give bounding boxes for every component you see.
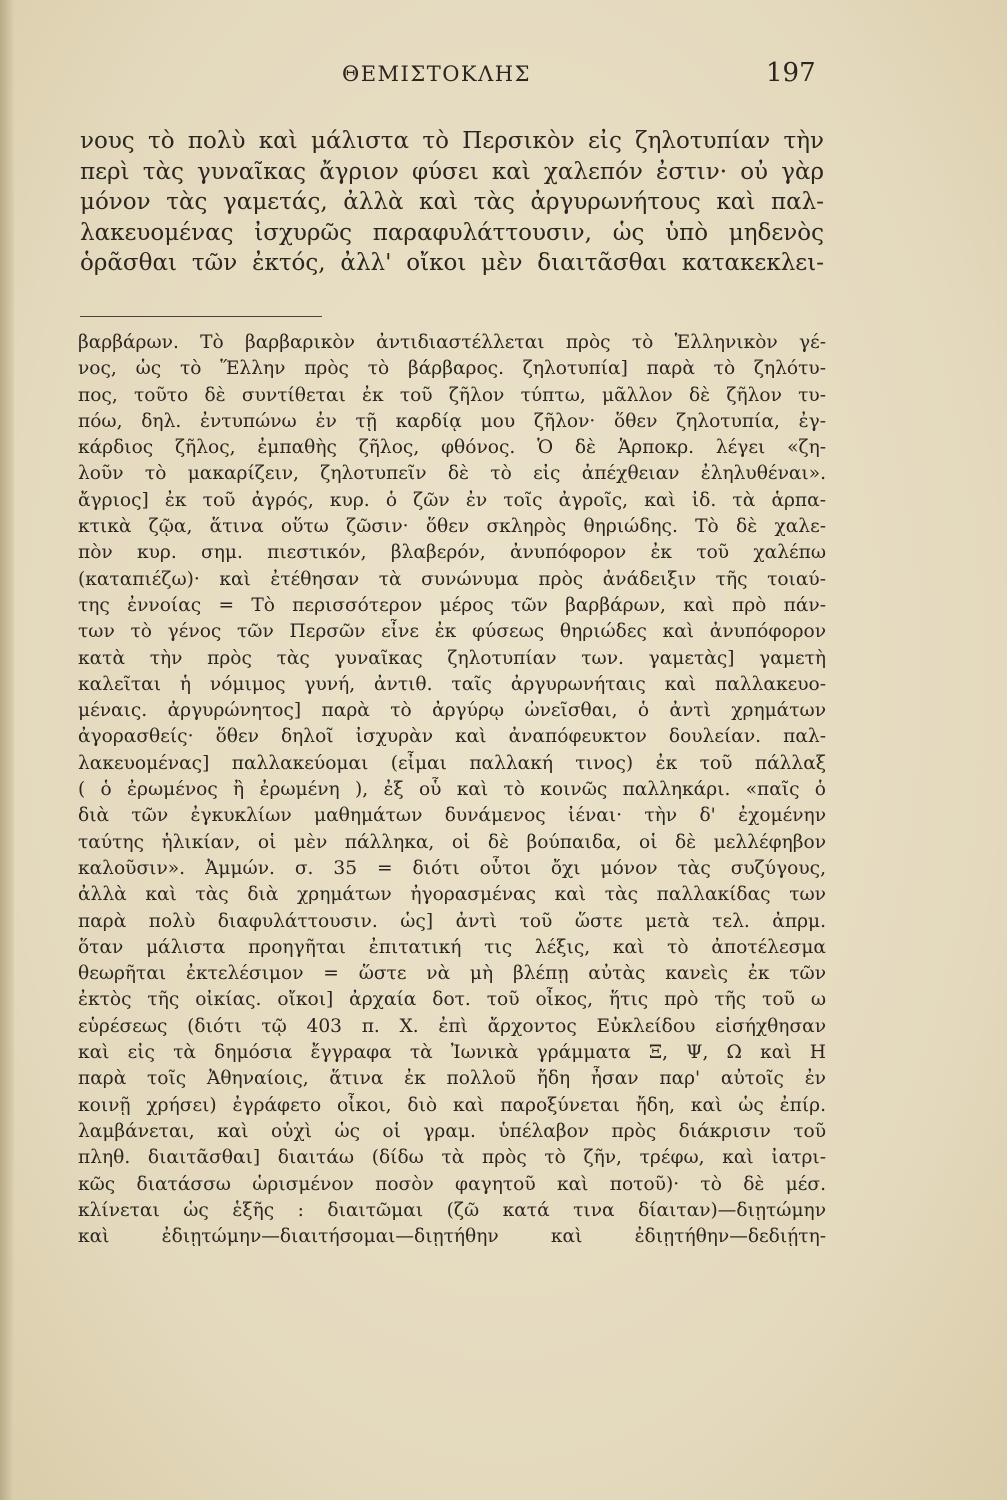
- page-gutter-shadow: [0, 0, 14, 1500]
- main-text-line: περὶ τὰς γυναῖκας ἄγριον φύσει καὶ χαλεπόν ἐστιν· οὐ γὰρ: [80, 158, 824, 185]
- footnote-line: ἀγορασθείς· ὅθεν δηλοῖ ἰσχυρὰν καὶ ἀναπόφευκτον δουλείαν. παλ-: [78, 726, 826, 748]
- footnote-line: διὰ τῶν ἐγκυκλίων μαθημάτων δυνάμενος ἰέναι· τὴν δ' ἐχομένην: [78, 805, 826, 827]
- footnote-line: κάρδιος ζῆλος, ἐμπαθὴς ζῆλος, φθόνος. Ὁ δὲ Ἁρποκρ. λέγει «ζη-: [78, 437, 826, 459]
- footnote-line: κοινῇ χρήσει) ἐγράφετο οἶκοι, διὸ καὶ παροξύνεται ἤδη, καὶ ὡς ἐπίρ.: [78, 1094, 826, 1116]
- footnote-line: παρὰ πολὺ διαφυλάττουσιν. ὡς] ἀντὶ τοῦ ὥστε μετὰ τελ. ἀπρμ.: [78, 910, 826, 932]
- footnote-line: παρὰ τοῖς Ἀθηναίοις, ἅτινα ἐκ πολλοῦ ἤδη ἦσαν παρ' αὐτοῖς ἐν: [78, 1068, 826, 1090]
- footnote-line: πόω, δηλ. ἐντυπώνω ἐν τῇ καρδίᾳ μου ζῆλον· ὅθεν ζηλοτυπία, ἐγ-: [78, 410, 826, 432]
- footnote-line: πληθ. διαιτᾶσθαι] διαιτάω (δίδω τὰ πρὸς τὸ ζῆν, τρέφω, καὶ ἰατρι-: [78, 1147, 826, 1169]
- footnote-line: της ἐννοίας = Τὸ περισσότερον μέρος τῶν βαρβάρων, καὶ πρὸ πάν-: [78, 594, 826, 616]
- footnote-line: εὑρέσεως (διότι τῷ 403 π. Χ. ἐπὶ ἄρχοντος Εὐκλείδου εἰσήχθησαν: [78, 1015, 826, 1037]
- footnote-line: καὶ ἐδιῃτώμην—διαιτήσομαι—διῃτήθην καὶ ἐδιῃτήθην—δεδιῄτη-: [78, 1226, 826, 1248]
- footnote-line: ( ὁ ἐρωμένος ἢ ἐρωμένη ), ἐξ οὗ καὶ τὸ κοινῶς παλληκάρι. «παῖς ὁ: [78, 779, 826, 801]
- main-text-line: νους τὸ πολὺ καὶ μάλιστα τὸ Περσικὸν εἰς ζηλοτυπίαν τὴν: [80, 128, 824, 154]
- footnote-line: ἄγριος] ἐκ τοῦ ἀγρός, κυρ. ὁ ζῶν ἐν τοῖς ἀγροῖς, καὶ ἰδ. τὰ ἁρπα-: [78, 489, 826, 511]
- footnote-line: (καταπιέζω)· καὶ ἐτέθησαν τὰ συνώνυμα πρὸς ἀνάδειξιν τῆς τοιαύ-: [78, 568, 826, 590]
- footnote-line: των τὸ γένος τῶν Περσῶν εἶνε ἐκ φύσεως θηριώδες καὶ ἀνυπόφορον: [78, 621, 826, 643]
- main-text-block: [80, 126, 824, 279]
- footnote-line: καὶ εἰς τὰ δημόσια ἔγγραφα τὰ Ἰωνικὰ γράμματα Ξ, Ψ, Ω καὶ Η: [78, 1042, 826, 1064]
- footnote-line: κτικὰ ζῷα, ἅτινα οὕτω ζῶσιν· ὅθεν σκληρὸς θηριώδης. Τὸ δὲ χαλε-: [78, 516, 826, 538]
- footnote-line: βαρβάρων. Τὸ βαρβαρικὸν ἀντιδιαστέλλεται πρὸς τὸ Ἑλληνικὸν γέ-: [78, 332, 826, 353]
- footnote-line: καλοῦσιν». Ἀμμών. σ. 35 = διότι οὗτοι ὄχι μόνον τὰς συζύγους,: [78, 857, 826, 879]
- page-number: 197: [766, 58, 816, 88]
- footnotes-block: [78, 330, 826, 1250]
- footnote-line: λοῦν τὸ μακαρίζειν, ζηλοτυπεῖν δὲ τὸ εἰς ἀπέχθειαν ἐληλυθέναι».: [78, 463, 826, 485]
- footnote-line: λακευομένας] παλλακεύομαι (εἶμαι παλλακή τινος) ἐκ τοῦ πάλλαξ: [78, 752, 826, 774]
- main-text-line: ὁρᾶσθαι τῶν ἐκτός, ἀλλ' οἴκοι μὲν διαιτᾶσθαι κατακεκλει-: [80, 250, 824, 276]
- footnote-line: ὅταν μάλιστα προηγῆται ἐπιτατική τις λέξις, καὶ τὸ ἀποτέλεσμα: [78, 936, 826, 958]
- footnote-line: καλεῖται ἡ νόμιμος γυνή, ἀντιθ. ταῖς ἀργυρωνήταις καὶ παλλακευο-: [78, 673, 826, 695]
- footnote-line: ἀλλὰ καὶ τὰς διὰ χρημάτων ἠγορασμένας καὶ τὰς παλλακίδας των: [78, 884, 826, 906]
- footnote-line: κατὰ τὴν πρὸς τὰς γυναῖκας ζηλοτυπίαν των. γαμετὰς] γαμετὴ: [78, 647, 826, 669]
- main-text-line: λακευομένας ἰσχυρῶς παραφυλάττουσιν, ὡς ὑπὸ μηδενὸς: [80, 219, 824, 246]
- footnote-line: πὸν κυρ. σημ. πιεστικόν, βλαβερόν, ἀνυπόφορον ἐκ τοῦ χαλέπω: [78, 542, 826, 564]
- footnote-line: ἐκτὸς τῆς οἰκίας. οἴκοι] ἀρχαία δοτ. τοῦ οἶκος, ἥτις πρὸ τῆς τοῦ ω: [78, 989, 826, 1011]
- footnote-line: μέναις. ἀργυρώνητος] παρὰ τὸ ἀργύρῳ ὠνεῖσθαι, ὁ ἀντὶ χρημάτων: [78, 700, 826, 722]
- footnote-line: κλίνεται ὡς ἑξῆς : διαιτῶμαι (ζῶ κατά τινα δίαιταν)—διῃτώμην: [78, 1199, 826, 1221]
- footnote-line: ταύτης ἡλικίαν, οἱ μὲν πάλληκα, οἱ δὲ βούπαιδα, οἱ δὲ μελλέφηβον: [78, 831, 826, 853]
- main-text-line: μόνον τὰς γαμετάς, ἀλλὰ καὶ τὰς ἀργυρωνήτους καὶ παλ-: [80, 189, 824, 215]
- footnote-line: νος, ὡς τὸ Ἕλλην πρὸς τὸ βάρβαρος. ζηλοτυπία] παρὰ τὸ ζηλότυ-: [78, 358, 826, 380]
- footnote-line: κῶς διατάσσω ὡρισμένον ποσὸν φαγητοῦ καὶ ποτοῦ)· τὸ δὲ μέσ.: [78, 1173, 826, 1195]
- footnote-line: λαμβάνεται, καὶ οὐχὶ ὡς οἱ γραμ. ὑπέλαβον πρὸς διάκρισιν τοῦ: [78, 1120, 826, 1142]
- footnote-line: θεωρῆται ἐκτελέσιμον = ὥστε νὰ μὴ βλέπῃ αὐτὰς κανεὶς ἐκ τῶν: [78, 963, 826, 985]
- footnote-line: πος, τοῦτο δὲ συντίθεται ἐκ τοῦ ζῆλον τύπτω, μᾶλλον δὲ ζῆλον τυ-: [78, 384, 826, 406]
- footnote-divider: [80, 316, 322, 317]
- running-head: [0, 58, 1007, 94]
- running-title: ΘΕΜΙΣΤΟΚΛΗΣ: [342, 62, 531, 86]
